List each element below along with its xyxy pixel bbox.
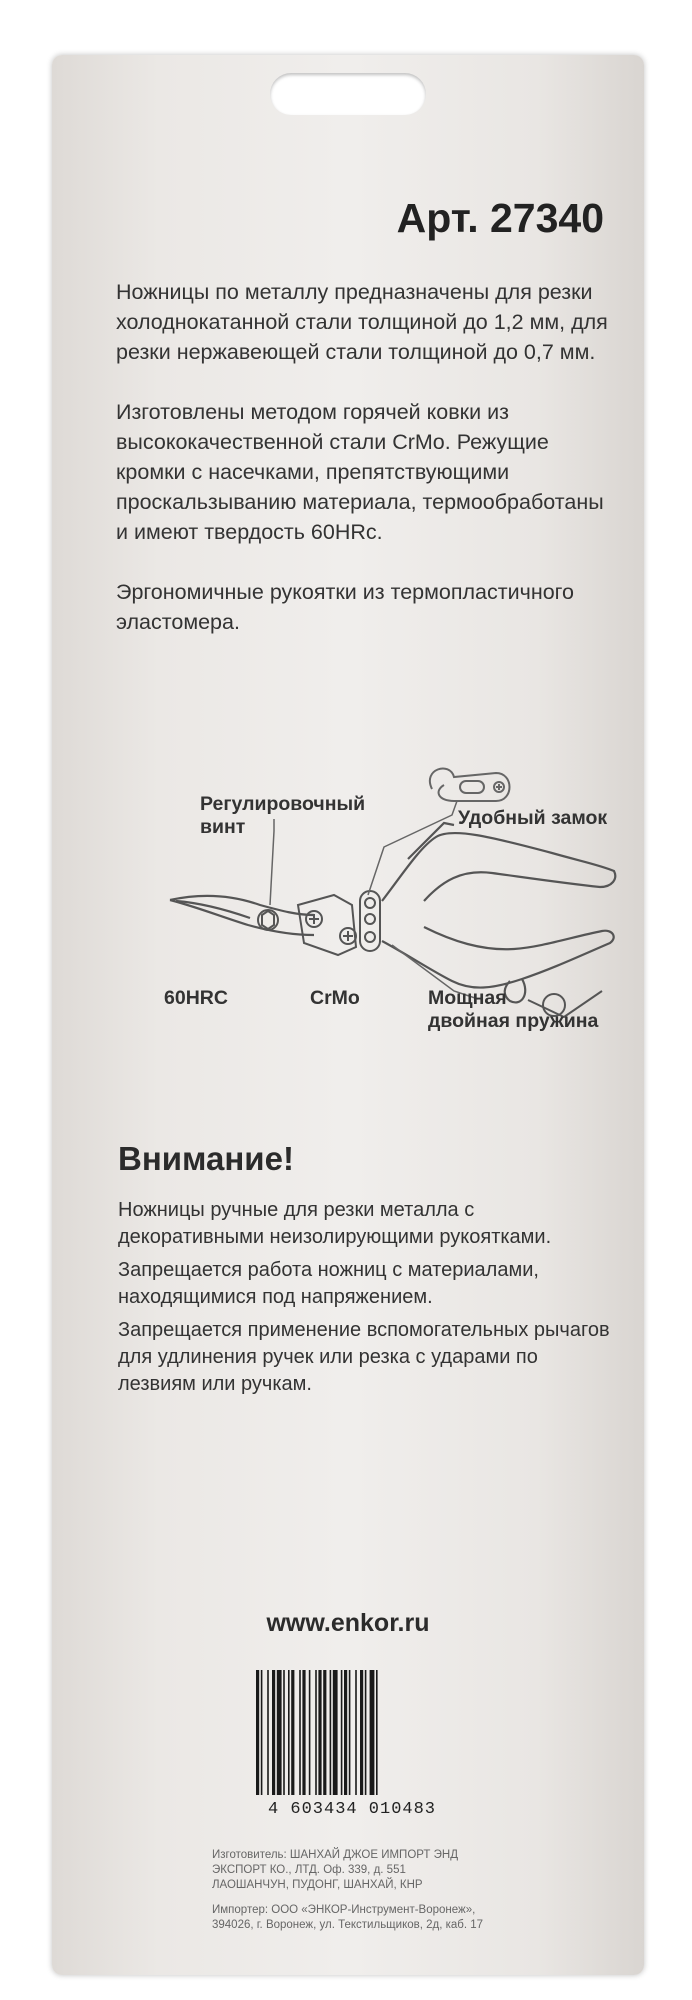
article-number: Арт. 27340 <box>396 195 604 241</box>
importer-info <box>212 1903 512 1933</box>
hardness-label: 60HRC <box>164 987 228 1009</box>
description-paragraph: Ножницы по металлу предназначены для резки холоднокатанной стали толщиной до 1,2 мм, для резки нержавеющей стали толщиной до 0,7 мм. <box>116 280 608 364</box>
description-paragraph: Изготовлены методом горячей ковки из высококачественной стали CrMo. Режущие кромки с насечками, препятствующими проскальзыванию материала, термообработаны и имеют твердость 60HRc. <box>116 400 604 544</box>
warning-list <box>118 1197 618 1404</box>
warning-item: Запрещается применение вспомогательных рычагов для удлинения ручек или резка с ударами по лезвиям или ручкам. <box>118 1319 610 1395</box>
packaging-card <box>52 55 644 1975</box>
description <box>116 277 616 667</box>
lock-label: Удобный замок <box>458 807 608 829</box>
warning-title: Внимание! <box>118 1140 294 1177</box>
importer-line: Импортер: ООО «ЭНКОР-Инструмент-Воронеж», <box>212 1904 476 1916</box>
adjust-screw-icon <box>258 910 278 930</box>
tool-diagram <box>52 755 644 1075</box>
hang-hole <box>270 73 426 115</box>
spring-label <box>428 987 598 1033</box>
spring-label-line2: двойная пружина <box>428 1010 599 1032</box>
jaws-icon <box>170 896 314 935</box>
lock-detail-icon <box>430 768 510 801</box>
material-label: CrMo <box>310 987 360 1009</box>
pivot-body-icon <box>298 891 380 955</box>
barcode-bars-icon <box>252 1670 452 1795</box>
barcode-number: 4 603434 010483 <box>267 1800 437 1819</box>
warning-item: Запрещается работа ножниц с материалами, находящимися под напряжением. <box>118 1259 539 1308</box>
manufacturer-line: ЛАОШАНЧУН, ПУДОНГ, ШАНХАЙ, КНР <box>212 1879 423 1891</box>
manufacturer-info <box>212 1848 512 1893</box>
manufacturer-line: ЭКСПОРТ КО., ЛТД. Оф. 339, д. 551 <box>212 1864 406 1876</box>
barcode <box>252 1670 452 1820</box>
warning-item: Ножницы ручные для резки металла с декоративными неизолирующими рукоятками. <box>118 1199 552 1248</box>
manufacturer-line: Изготовитель: ШАНХАЙ ДЖОЕ ИМПОРТ ЭНД <box>212 1849 459 1861</box>
adjust-screw-label-line1: Регулировочный <box>200 793 366 815</box>
importer-line: 394026, г. Воронеж, ул. Текстильщиков, 2д, каб. 17 <box>212 1919 484 1931</box>
description-paragraph: Эргономичные рукоятки из термопластичного эластомера. <box>116 580 574 634</box>
handles-icon <box>382 823 615 1002</box>
adjust-screw-label <box>200 793 365 839</box>
spring-label-line1: Мощная <box>428 987 507 1009</box>
website-url: www.enkor.ru <box>266 1609 430 1637</box>
adjust-screw-label-line2: винт <box>200 816 246 838</box>
